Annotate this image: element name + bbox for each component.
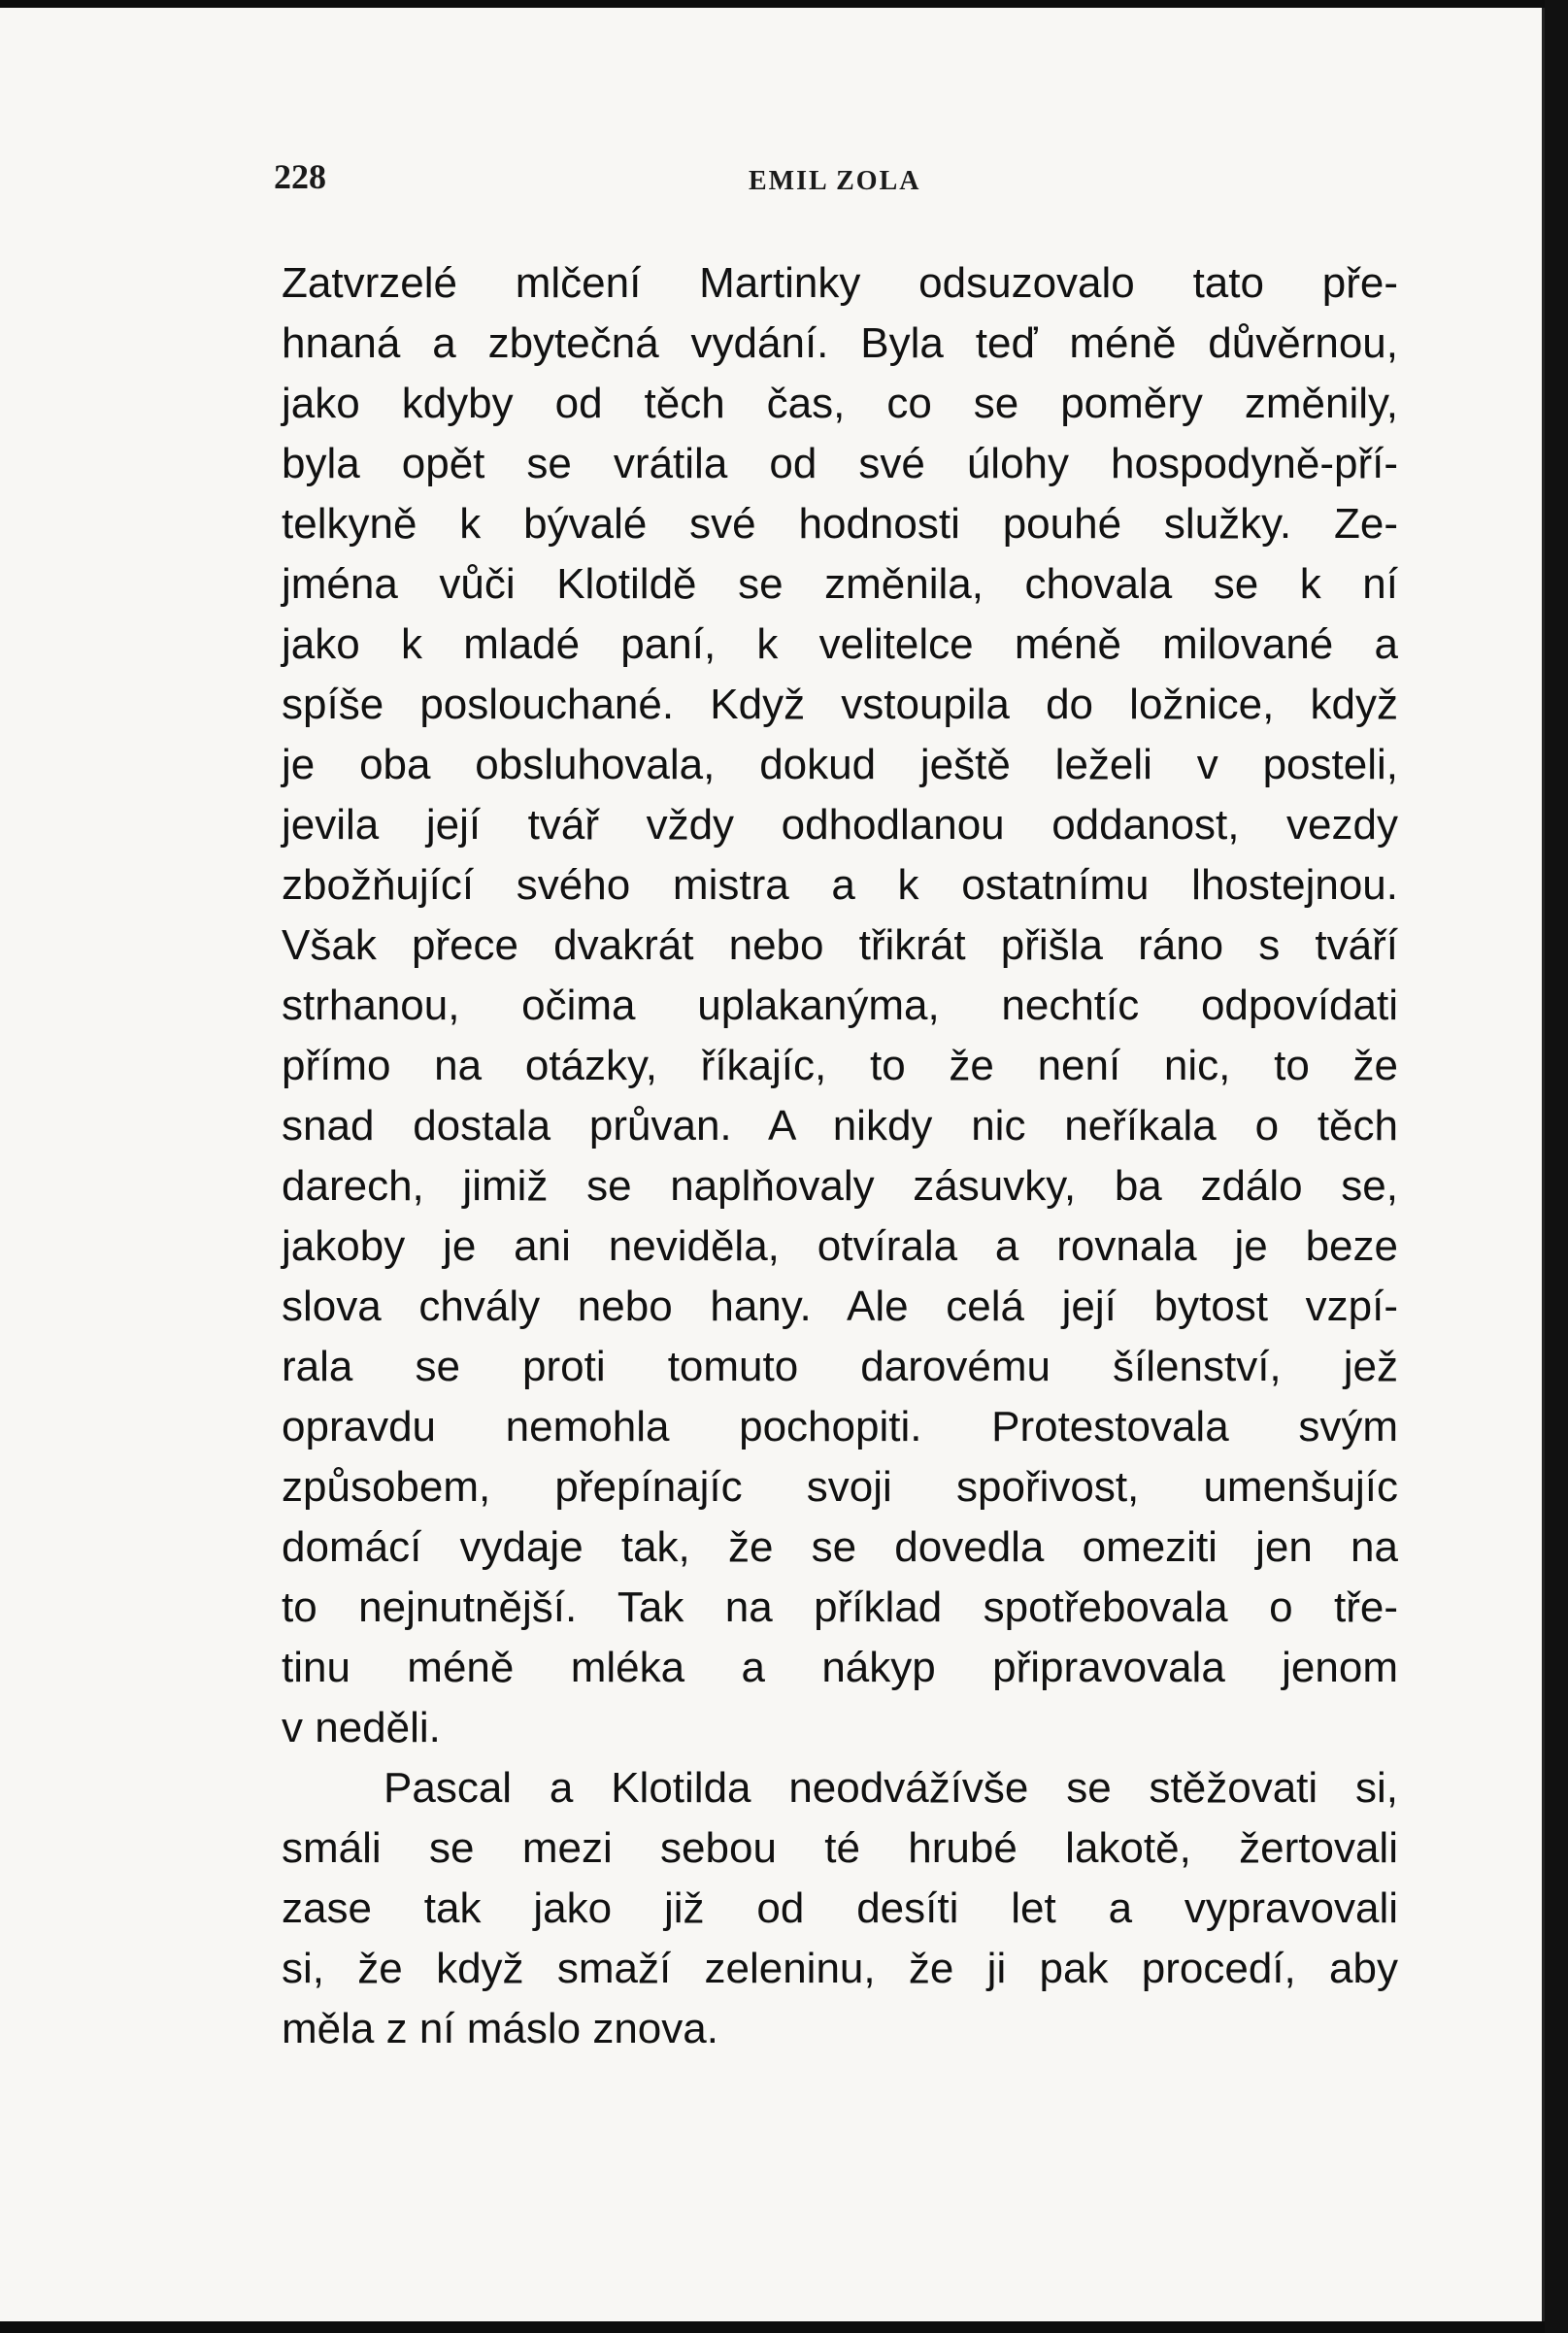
text-line: v neděli. — [282, 1704, 441, 1751]
text-line: Pascal a Klotilda neodvážívše se stěžovati si, — [384, 1764, 1398, 1812]
text-line: hnaná a zbytečná vydání. Byla teď méně důvěrnou, — [282, 319, 1398, 367]
text-line: jako k mladé paní, k velitelce méně milované a — [282, 620, 1398, 668]
text-line: slova chvály nebo hany. Ale celá její bytost vzpí- — [282, 1283, 1398, 1330]
text-line: si, že když smaží zeleninu, že ji pak procedí, aby — [282, 1945, 1398, 1992]
page-header — [0, 149, 1542, 207]
text-line: zase tak jako již od desíti let a vypravovali — [282, 1884, 1398, 1932]
text-line: jevila její tvář vždy odhodlanou oddanost, vezdy — [282, 801, 1398, 849]
text-line: to nejnutnější. Tak na příklad spotřebovala o tře- — [282, 1583, 1398, 1631]
text-line: spíše poslouchané. Když vstoupila do ložnice, když — [282, 681, 1398, 728]
text-line: telkyně k bývalé své hodnosti pouhé služky. Ze- — [282, 500, 1398, 548]
running-title: EMIL ZOLA — [749, 166, 921, 196]
text-line: smáli se mezi sebou té hrubé lakotě, žertovali — [282, 1824, 1398, 1872]
text-line: je oba obsluhovala, dokud ještě leželi v posteli, — [282, 741, 1398, 788]
text-line: měla z ní máslo znova. — [282, 2005, 718, 2052]
text-line: darech, jimiž se naplňovaly zásuvky, ba zdálo se, — [282, 1162, 1398, 1210]
text-line: zbožňující svého mistra a k ostatnímu lhostejnou. — [282, 861, 1398, 909]
scan-edge — [1545, 0, 1568, 2333]
body-text — [282, 253, 1398, 2059]
text-line: domácí vydaje tak, že se dovedla omeziti jen na — [282, 1523, 1398, 1571]
text-line: přímo na otázky, říkajíc, to že není nic, to že — [282, 1042, 1398, 1089]
page-number: 228 — [274, 157, 326, 196]
text-line: jakoby je ani neviděla, otvírala a rovnala je beze — [282, 1222, 1398, 1270]
text-line: jména vůči Klotildě se změnila, chovala se k ní — [282, 560, 1398, 608]
text-line: jako kdyby od těch čas, co se poměry změnily, — [282, 380, 1398, 427]
text-line: Však přece dvakrát nebo třikrát přišla ráno s tváří — [282, 921, 1398, 969]
text-line: způsobem, přepínajíc svoji spořivost, umenšujíc — [282, 1463, 1398, 1511]
text-line: rala se proti tomuto darovému šílenství, jež — [282, 1343, 1398, 1390]
text-line: tinu méně mléka a nákyp připravovala jenom — [282, 1644, 1398, 1691]
book-page — [0, 8, 1545, 2321]
text-line: opravdu nemohla pochopiti. Protestovala svým — [282, 1403, 1398, 1450]
text-line: strhanou, očima uplakanýma, nechtíc odpovídati — [282, 982, 1398, 1029]
text-line: Zatvrzelé mlčení Martinky odsuzovalo tato pře- — [282, 259, 1398, 307]
text-line: snad dostala průvan. A nikdy nic neříkala o těch — [282, 1102, 1398, 1150]
text-line: byla opět se vrátila od své úlohy hospodyně-pří- — [282, 440, 1398, 487]
